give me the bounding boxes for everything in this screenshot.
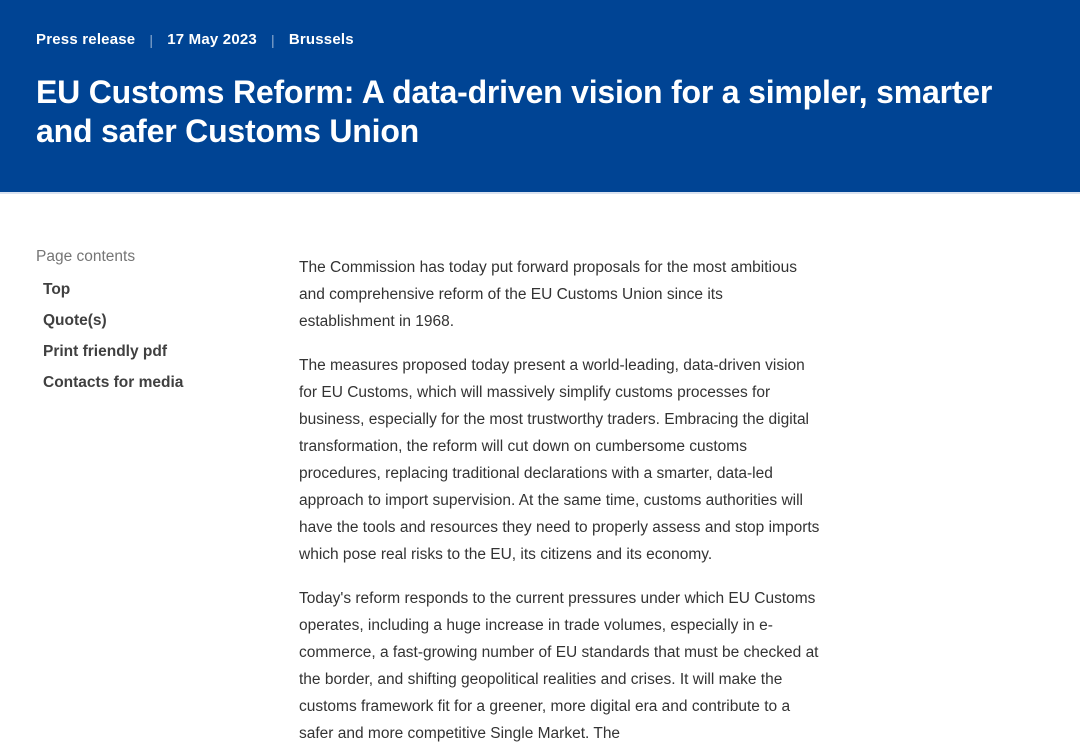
- page-contents-list: [36, 281, 256, 392]
- article-paragraph-3: Today's reform responds to the current pressures under which EU Customs operates, including a huge increase in trade volumes, especially in e-commerce, a fast-growing number of EU standards that must be checked at the border, and shifting geopolitical realities and crises. It will make the customs framework fit for a greener, more digital era and contribute to a safer and more competitive Single Market. The: [299, 590, 819, 742]
- article-paragraph-1: The Commission has today put forward proposals for the most ambitious and comprehensive reform of the EU Customs Union since its establishment in 1968.: [299, 259, 797, 330]
- toc-link-quotes[interactable]: Quote(s): [43, 312, 107, 329]
- list-item: [43, 312, 256, 330]
- article-paragraph-2: The measures proposed today present a world-leading, data-driven vision for EU Customs, which will massively simplify customs processes for business, especially for the most trustworthy traders. Embracing the digital transformation, the reform will cut down on cumbersome customs procedures, replacing traditional declarations with a smarter, data-led approach to import supervision. At the same time, customs authorities will have the tools and resources they need to properly assess and stop imports which pose real risks to the EU, its citizens and its economy.: [299, 357, 820, 563]
- meta-separator: |: [270, 31, 275, 48]
- content-type-label: Press release: [36, 31, 136, 48]
- content-area: [0, 194, 1080, 750]
- list-item: [43, 374, 256, 392]
- meta-separator: |: [149, 31, 154, 48]
- page-title: EU Customs Reform: A data-driven vision for a simpler, smarter and safer Customs Union: [36, 74, 993, 149]
- article-body: [299, 254, 821, 750]
- list-item: [43, 281, 256, 299]
- page-contents-heading: Page contents: [36, 248, 136, 265]
- toc-link-contacts-for-media[interactable]: Contacts for media: [43, 374, 184, 391]
- list-item: [43, 343, 256, 361]
- page-contents-nav: [36, 248, 256, 750]
- meta-location: Brussels: [288, 31, 354, 48]
- toc-link-top[interactable]: Top: [43, 281, 71, 298]
- toc-link-print-friendly-pdf[interactable]: Print friendly pdf: [43, 343, 167, 360]
- header-banner: [0, 0, 1080, 194]
- meta-date: 17 May 2023: [167, 31, 257, 48]
- meta-row: [36, 31, 1040, 48]
